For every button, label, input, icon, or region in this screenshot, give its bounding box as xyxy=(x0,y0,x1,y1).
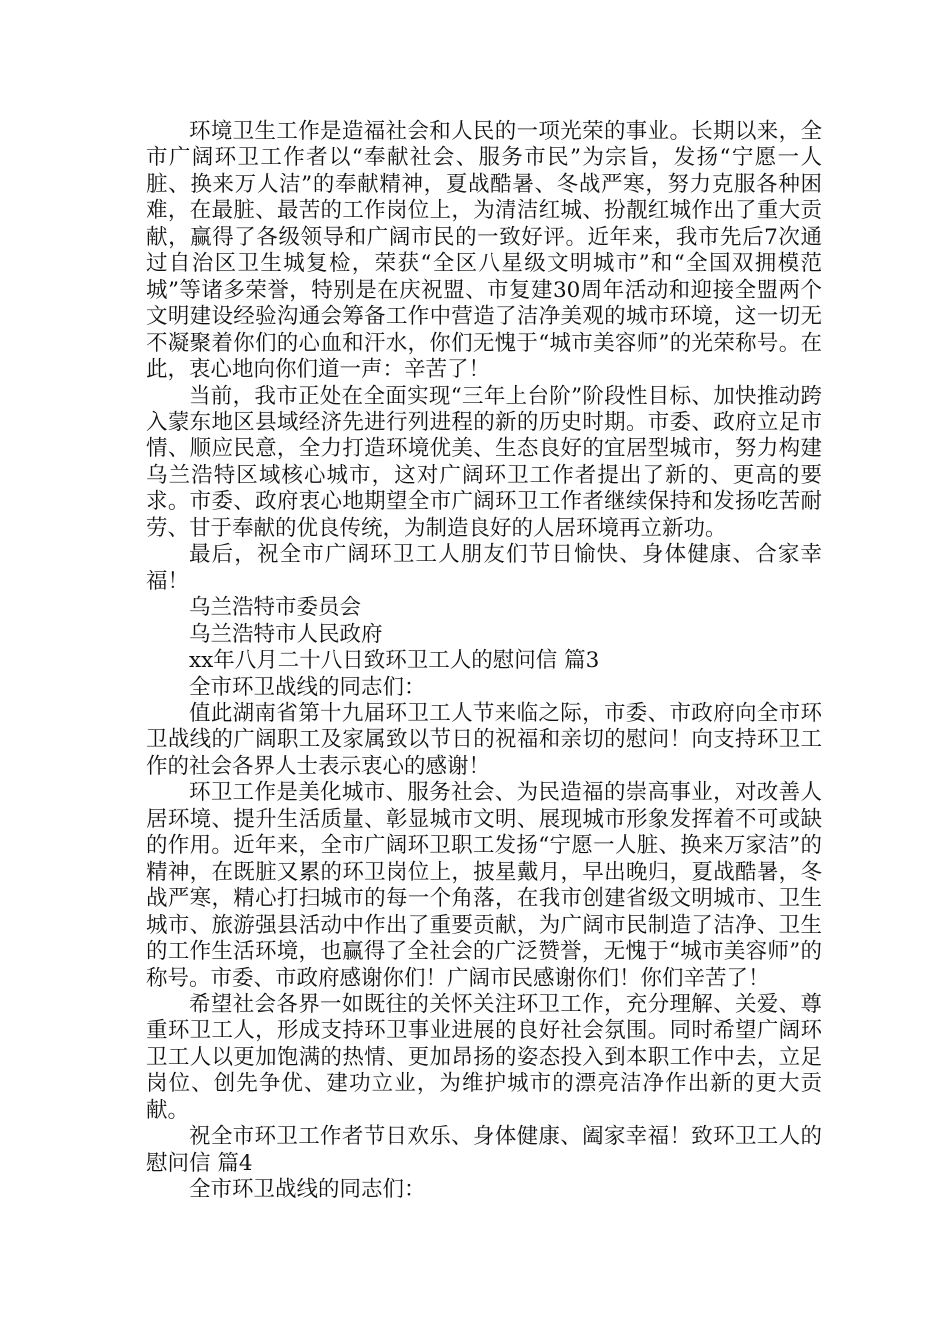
paragraph-current-goals: 当前，我市正处在全面实现“三年上台阶”阶段性目标、加快推动跨入蒙东地区县域经济先进行列进程的新的历史时期。市委、政府立足市情、顺应民意，全力打造环境优美、生态良好的宜居型城市，努力构建乌兰浩特区域核心城市，这对广阔环卫工作者提出了新的、更高的要求。市委、政府衷心地期望全市广阔环卫工作者继续保持和发扬吃苦耐劳、甘于奉献的优良传统，为制造良好的人居环境再立新功。 xyxy=(146,383,822,541)
document-body xyxy=(146,119,822,1204)
paragraph-wishes-part-4: 祝全市环卫工作者节日欢乐、身体健康、阖家幸福！致环卫工人的慰问信 篇4 xyxy=(146,1124,822,1176)
paragraph-sanitation-role: 环卫工作是美化城市、服务社会、为民造福的崇高事业，对改善人居环境、提升生活质量、彰显城市文明、展现城市形象发挥着不可或缺的作用。近年来，全市广阔环卫职工发扬“宁愿一人脏、换来万家洁”的精神，在既脏又累的环卫岗位上，披星戴月，早出晚归，夏战酷暑，冬战严寒，精心打扫城市的每一个角落，在我市创建省级文明城市、卫生城市、旅游强县活动中作出了重要贡献，为广阔市民制造了洁净、卫生的工作生活环境，也赢得了全社会的广泛赞誉，无愧于“城市美容师”的称号。市委、市政府感谢你们！广阔市民感谢你们！你们辛苦了！ xyxy=(146,780,822,991)
section-heading-part-3: xx年八月二十八日致环卫工人的慰问信 篇3 xyxy=(189,648,600,674)
paragraph-hopes: 希望社会各界一如既往的关怀关注环卫工作，充分理解、关爱、尊重环卫工人，形成支持环卫事业进展的良好社会氛围。同时希望广阔环卫工人以更加饱满的热情、更加昂扬的姿态投入到本职工作中去，立足岗位、创先争优、建功立业，为维护城市的漂亮洁净作出新的更大贡献。 xyxy=(146,991,822,1123)
paragraph-festival-greeting: 值此湖南省第十九届环卫工人节来临之际，市委、市政府向全市环卫战线的广阔职工及家属致以节日的祝福和亲切的慰问！向支持环卫工作的社会各界人士表示衷心的感谢！ xyxy=(146,700,822,779)
salutation-comrades-2: 全市环卫战线的同志们： xyxy=(189,1177,426,1203)
signature-municipal-government: 乌兰浩特市人民政府 xyxy=(189,621,383,647)
signature-municipal-committee: 乌兰浩特市委员会 xyxy=(189,595,362,621)
salutation-comrades: 全市环卫战线的同志们： xyxy=(189,674,426,700)
paragraph-closing-wishes: 最后，祝全市广阔环卫工人朋友们节日愉快、身体健康、合家幸福！ xyxy=(146,542,822,594)
paragraph-sanitation-honor: 环境卫生工作是造福社会和人民的一项光荣的事业。长期以来，全市广阔环卫工作者以“奉献社会、服务市民”为宗旨，发扬“宁愿一人脏、换来万人洁”的奉献精神，夏战酷暑、冬战严寒，努力克服各种困难，在最脏、最苦的工作岗位上，为清洁红城、扮靓红城作出了重大贡献，赢得了各级领导和广阔市民的一致好评。近年来，我市先后7次通过自治区卫生城复检，荣获“全区八星级文明城市”和“全国双拥模范城”等诸多荣誉，特别是在庆祝盟、市复建30周年活动和迎接全盟两个文明建设经验沟通会筹备工作中营造了洁净美观的城市环境，这一切无不凝聚着你们的心血和汗水，你们无愧于“城市美容师”的光荣称号。在此，衷心地向你们道一声：辛苦了！ xyxy=(146,119,822,383)
